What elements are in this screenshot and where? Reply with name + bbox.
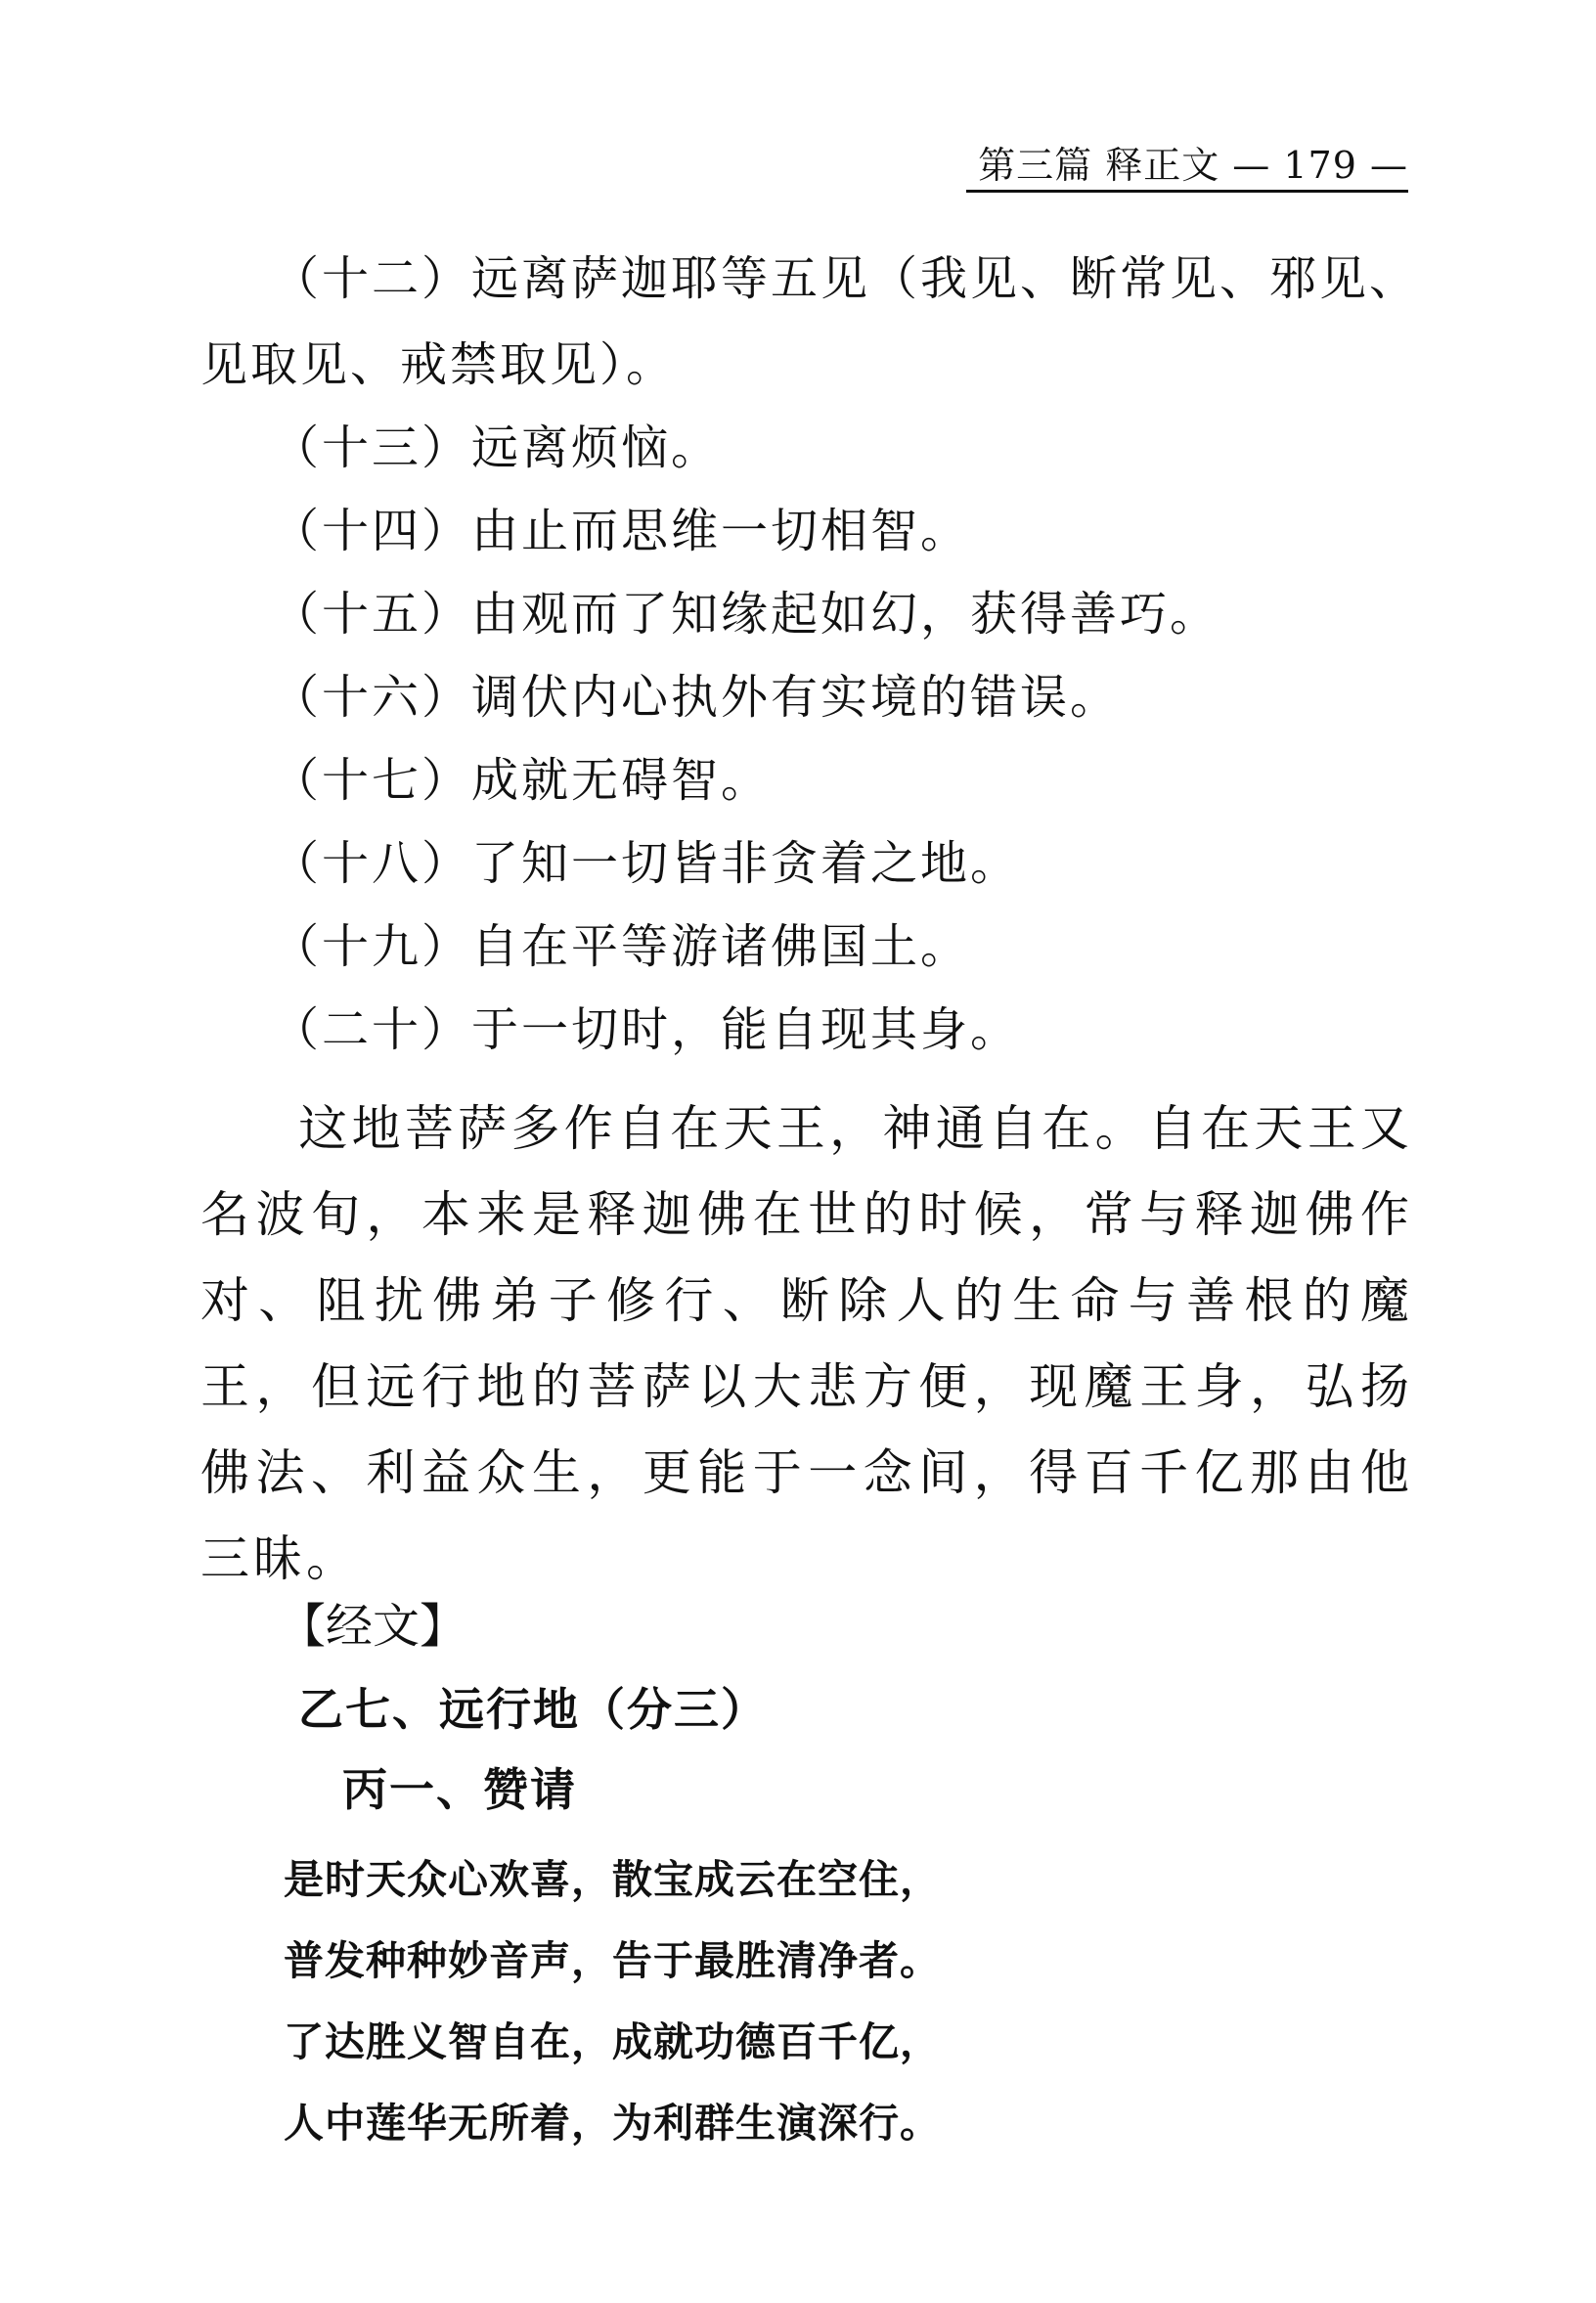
list-item-12-line-1: （十二）远离萨迦耶等五见（我见、断常见、邪见、 <box>272 251 1420 306</box>
section-heading: 乙七、远行地（分三） <box>298 1683 768 1736</box>
subsection-heading: 丙一、赞请 <box>342 1763 577 1816</box>
list-item-16: （十六）调伏内心执外有实境的错误。 <box>272 670 1121 725</box>
body-paragraph-text: 这地菩萨多作自在天王，神通自在。自在天王又名波旬，本来是释迦佛在世的时候，常与释迦佛作对、阻扰佛弟子修行、断除人的生命与善根的魔王，但远行地的菩萨以大悲方便，现魔王身，弘扬佛法、利益众生，更能于一念间，得百千亿那由他三昧。 <box>200 1100 1413 1587</box>
verse-line: 人中莲华无所着，为利群生演深行。 <box>284 2100 941 2147</box>
verse-line: 了达胜义智自在，成就功德百千亿， <box>284 2018 941 2065</box>
body-paragraph <box>200 1085 1413 1602</box>
scripture-label: 【经文】 <box>279 1599 467 1654</box>
list-item-20: （二十）于一切时，能自现其身。 <box>272 1002 1021 1057</box>
list-item-15: （十五）由观而了知缘起如幻，获得善巧。 <box>272 587 1220 642</box>
list-item-12-line-2: 见取见、戒禁取见）。 <box>200 337 677 392</box>
list-item-19: （十九）自在平等游诸佛国土。 <box>272 919 971 974</box>
header-rule <box>966 190 1408 193</box>
verse-line: 普发种种妙音声，告于最胜清净者。 <box>284 1937 941 1984</box>
running-header: 第三篇 释正文 — 179 — <box>978 144 1408 187</box>
verse-line: 是时天众心欢喜，散宝成云在空住， <box>284 1856 941 1903</box>
list-item-17: （十七）成就无碍智。 <box>272 753 772 808</box>
list-item-14: （十四）由止而思维一切相智。 <box>272 504 971 558</box>
list-item-18: （十八）了知一切皆非贪着之地。 <box>272 836 1021 891</box>
list-item-13: （十三）远离烦恼。 <box>272 421 722 475</box>
